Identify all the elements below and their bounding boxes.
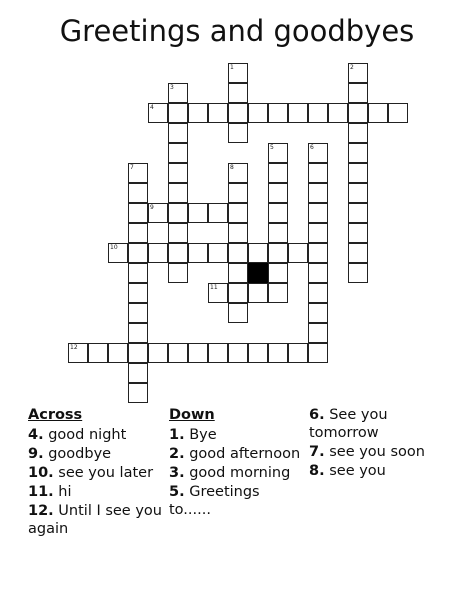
grid-cell[interactable] — [128, 383, 148, 403]
clue-number: 11. — [28, 484, 54, 500]
clue-number: 2. — [169, 446, 185, 462]
clue-item — [169, 464, 301, 482]
grid-cell[interactable] — [168, 183, 188, 203]
grid-cell[interactable] — [208, 203, 228, 223]
clue-text: goodbye — [43, 446, 112, 462]
grid-cell[interactable] — [308, 303, 328, 323]
grid-cell[interactable] — [128, 363, 148, 383]
grid-cell[interactable] — [128, 343, 148, 363]
grid-cell[interactable] — [348, 143, 368, 163]
grid-cell[interactable] — [288, 343, 308, 363]
clue-text: See you tomorrow — [309, 407, 388, 441]
grid-cell[interactable] — [268, 343, 288, 363]
grid-cell[interactable] — [228, 343, 248, 363]
grid-cell[interactable] — [128, 183, 148, 203]
grid-cell[interactable] — [308, 343, 328, 363]
across-clues — [28, 406, 166, 539]
grid-cell[interactable] — [248, 343, 268, 363]
grid-cell[interactable] — [288, 243, 308, 263]
grid-cell[interactable] — [128, 243, 148, 263]
grid-cell[interactable] — [228, 283, 248, 303]
grid-cell[interactable] — [168, 203, 188, 223]
grid-cell[interactable] — [308, 203, 328, 223]
grid-cell[interactable] — [268, 263, 288, 283]
clue-text: Greetings to...... — [169, 484, 260, 518]
grid-cell[interactable] — [308, 163, 328, 183]
grid-cell[interactable] — [248, 243, 268, 263]
cell-number: 4 — [150, 104, 154, 111]
cell-number: 8 — [230, 164, 234, 171]
grid-cell[interactable] — [108, 343, 128, 363]
grid-cell[interactable] — [168, 343, 188, 363]
grid-cell[interactable] — [328, 103, 348, 123]
clue-item — [28, 483, 166, 501]
clue-text: good night — [43, 427, 127, 443]
grid-cell[interactable] — [168, 143, 188, 163]
grid-cell[interactable] — [268, 103, 288, 123]
grid-cell[interactable] — [348, 163, 368, 183]
grid-cell[interactable] — [348, 183, 368, 203]
grid-cell[interactable] — [348, 83, 368, 103]
grid-cell[interactable] — [228, 83, 248, 103]
down-clues-continued — [309, 406, 459, 481]
grid-cell[interactable] — [128, 223, 148, 243]
grid-cell[interactable] — [268, 203, 288, 223]
grid-cell[interactable] — [228, 303, 248, 323]
down-clues — [169, 406, 301, 520]
grid-cell[interactable] — [228, 203, 248, 223]
across-heading: Across — [28, 407, 83, 423]
grid-cell[interactable] — [168, 223, 188, 243]
clue-number: 4. — [28, 427, 44, 443]
down-heading: Down — [169, 407, 215, 423]
grid-cell[interactable] — [228, 123, 248, 143]
clue-text: see you later — [53, 465, 154, 481]
grid-cell[interactable] — [88, 343, 108, 363]
grid-cell[interactable] — [148, 243, 168, 263]
grid-cell[interactable] — [348, 263, 368, 283]
cell-number: 6 — [310, 144, 314, 151]
clue-number: 12. — [28, 503, 54, 519]
clue-item — [309, 406, 459, 442]
clue-text: hi — [53, 484, 72, 500]
grid-cell[interactable] — [168, 103, 188, 123]
grid-cell[interactable] — [308, 243, 328, 263]
cell-number: 9 — [150, 204, 154, 211]
grid-cell[interactable] — [348, 103, 368, 123]
grid-cell[interactable] — [188, 103, 208, 123]
grid-cell[interactable] — [308, 283, 328, 303]
clue-text: Until I see you again — [28, 503, 162, 537]
grid-cell[interactable] — [268, 223, 288, 243]
grid-cell[interactable] — [268, 183, 288, 203]
grid-cell[interactable] — [268, 243, 288, 263]
grid-cell[interactable] — [128, 283, 148, 303]
grid-cell[interactable] — [308, 183, 328, 203]
grid-cell[interactable] — [188, 343, 208, 363]
grid-cell[interactable] — [268, 283, 288, 303]
grid-cell[interactable] — [228, 103, 248, 123]
clue-item — [28, 502, 166, 538]
clue-item — [309, 462, 459, 480]
grid-cell[interactable] — [348, 243, 368, 263]
cell-number: 1 — [230, 64, 234, 71]
grid-cell[interactable] — [348, 223, 368, 243]
cell-number: 12 — [70, 344, 78, 351]
clue-item — [169, 426, 301, 444]
clue-number: 1. — [169, 427, 185, 443]
clue-item — [28, 445, 166, 463]
clue-item — [28, 426, 166, 444]
grid-cell[interactable] — [128, 303, 148, 323]
grid-cell[interactable] — [208, 103, 228, 123]
cell-number: 5 — [270, 144, 274, 151]
grid-cell[interactable] — [308, 263, 328, 283]
grid-cell[interactable] — [128, 263, 148, 283]
grid-cell[interactable] — [168, 123, 188, 143]
clue-number: 3. — [169, 465, 185, 481]
grid-cell[interactable] — [388, 103, 408, 123]
clue-text: see you soon — [324, 444, 425, 460]
clue-number: 9. — [28, 446, 44, 462]
clue-number: 5. — [169, 484, 185, 500]
grid-cell[interactable] — [308, 223, 328, 243]
grid-cell[interactable] — [208, 243, 228, 263]
grid-cell[interactable] — [188, 243, 208, 263]
grid-cell[interactable] — [168, 163, 188, 183]
clue-number: 10. — [28, 465, 54, 481]
grid-cell[interactable] — [248, 283, 268, 303]
grid-cell[interactable] — [228, 223, 248, 243]
clue-number: 8. — [309, 463, 325, 479]
clue-item — [309, 443, 459, 461]
grid-cell[interactable] — [128, 323, 148, 343]
clue-item — [169, 483, 301, 519]
puzzle-title: Greetings and goodbyes — [59, 14, 415, 48]
grid-cell[interactable] — [228, 263, 248, 283]
clue-text: see you — [324, 463, 386, 479]
clue-text: good morning — [184, 465, 291, 481]
grid-cell[interactable] — [248, 103, 268, 123]
clue-text: Bye — [184, 427, 217, 443]
grid-cell[interactable] — [268, 163, 288, 183]
grid-cell[interactable] — [228, 243, 248, 263]
grid-cell[interactable] — [148, 343, 168, 363]
clue-item — [28, 464, 166, 482]
grid-cell[interactable] — [348, 123, 368, 143]
clue-text: good afternoon — [184, 446, 301, 462]
grid-cell[interactable] — [128, 203, 148, 223]
clue-number: 6. — [309, 407, 325, 423]
clue-item — [169, 445, 301, 463]
grid-cell[interactable] — [208, 343, 228, 363]
grid-cell[interactable] — [168, 263, 188, 283]
grid-cell[interactable] — [348, 203, 368, 223]
grid-cell[interactable] — [308, 323, 328, 343]
grid-cell[interactable] — [228, 183, 248, 203]
cell-number: 11 — [210, 284, 218, 291]
clue-number: 7. — [309, 444, 325, 460]
grid-cell[interactable] — [368, 103, 388, 123]
cell-number: 3 — [170, 84, 174, 91]
cell-number: 7 — [130, 164, 134, 171]
grid-cell[interactable] — [308, 103, 328, 123]
grid-cell[interactable] — [288, 103, 308, 123]
black-cell — [248, 263, 268, 283]
cell-number: 10 — [110, 244, 118, 251]
grid-cell[interactable] — [168, 243, 188, 263]
grid-cell[interactable] — [188, 203, 208, 223]
cell-number: 2 — [350, 64, 354, 71]
